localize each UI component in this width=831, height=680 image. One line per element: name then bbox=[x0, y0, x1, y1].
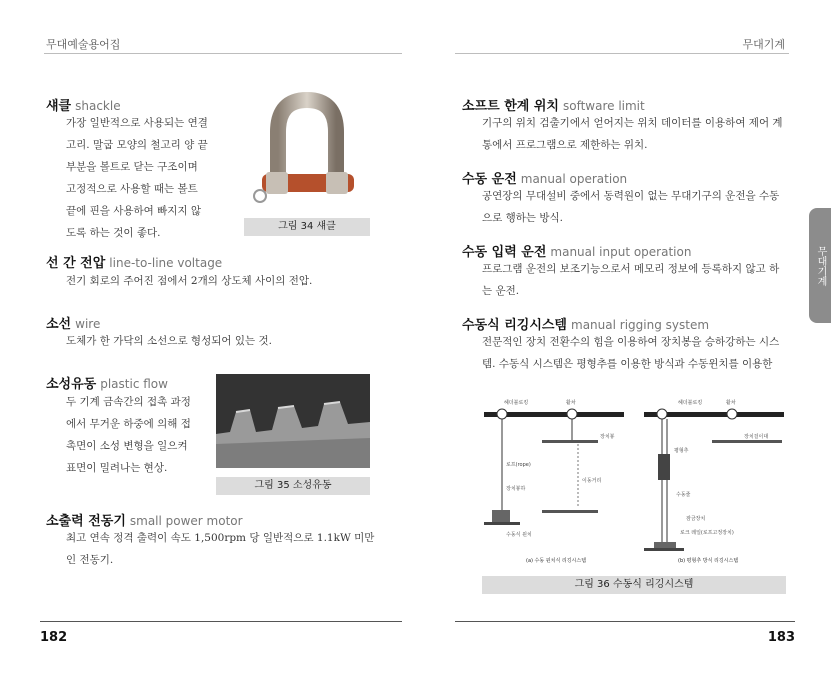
term-definition: 전기 회로의 주어진 점에서 2개의 상도체 사이의 전압. bbox=[66, 275, 313, 287]
batten-b bbox=[712, 440, 782, 443]
running-header-right: 무대기계 bbox=[742, 38, 785, 51]
figure-caption: 그림 34 섀클 bbox=[244, 218, 370, 236]
term-definition: 공연장의 무대설비 중에서 동력원이 없는 무대기구의 운전을 수동으로 행하는 방식. bbox=[482, 190, 780, 224]
pulley-a2 bbox=[567, 409, 577, 419]
label-a: 활차 bbox=[566, 400, 576, 406]
term-korean: 소출력 전동기 bbox=[46, 514, 126, 529]
label-b: 헤더블로킹 bbox=[678, 400, 703, 406]
label-a: 장치봉 bbox=[600, 434, 615, 440]
lock-rail-b bbox=[654, 542, 676, 548]
pulley-a1 bbox=[497, 409, 507, 419]
term-definition: 가장 일반적으로 사용되는 연결고리. 말굽 모양의 철고리 양 끝부분을 볼트로 닫는 구조이며 고정적으로 사용할 때는 볼트 끝에 핀을 사용하여 빠지지 않도록 하는 것이 좋다. bbox=[66, 117, 208, 239]
term-korean: 수동 운전 bbox=[462, 172, 517, 187]
running-header-left: 무대예술용어집 bbox=[46, 38, 121, 51]
counterweight-b bbox=[658, 454, 670, 480]
term-definition: 프로그램 운전의 보조기능으로서 메모리 정보에 등록하지 않고 하는 운전. bbox=[482, 263, 780, 297]
rigging-diagram-svg bbox=[482, 392, 786, 568]
section-side-tab: 무대기계 bbox=[809, 208, 831, 323]
term-english: line-to-line voltage bbox=[109, 256, 223, 270]
floor-b bbox=[644, 548, 684, 551]
term-definition: 전문적인 장치 전환수의 힘을 이용하여 장치봉을 승하강하는 시스템. 수동식 시스템은 평형추를 이용한 방식과 수동윈치를 이용한 bbox=[482, 336, 780, 370]
term-definition: 최고 연속 정격 출력이 속도 1,500rpm 당 일반적으로 1.1kW 미만인 전동기. bbox=[66, 532, 375, 566]
header-rule-right bbox=[455, 53, 789, 54]
footer-rule-right bbox=[455, 621, 795, 622]
term-english: manual input operation bbox=[550, 245, 692, 259]
subfigure-b-caption: (b) 평형추 방식 리깅시스템 bbox=[678, 558, 739, 564]
term-english: software limit bbox=[562, 99, 645, 113]
term-english: plastic flow bbox=[100, 377, 168, 391]
term-korean: 수동식 리깅시스템 bbox=[462, 318, 567, 333]
label-b: 장치걸이대 bbox=[744, 434, 769, 440]
figure-caption: 그림 35 소성유동 bbox=[216, 477, 370, 495]
page-number-left: 182 bbox=[40, 630, 68, 645]
term-korean: 섀클 bbox=[46, 99, 72, 114]
term-english: manual operation bbox=[520, 172, 628, 186]
figure-caption: 그림 36 수동식 리깅시스템 bbox=[482, 576, 786, 594]
pulley-b2 bbox=[727, 409, 737, 419]
label-a: 로프(rope) bbox=[506, 462, 531, 468]
term-korean: 소선 bbox=[46, 317, 72, 332]
batten-a-bottom bbox=[542, 510, 598, 513]
shackle-figure bbox=[244, 92, 370, 216]
label-a: 헤더블로킹 bbox=[504, 400, 529, 406]
term-heading bbox=[46, 252, 222, 271]
header-rule-left bbox=[44, 53, 402, 54]
batten-a-top bbox=[542, 440, 598, 443]
term-korean: 소성유동 bbox=[46, 377, 97, 392]
label-b: 활차 bbox=[726, 400, 736, 406]
subfigure-a-caption: (a) 수동 윈치식 리깅시스템 bbox=[526, 558, 587, 564]
label-a: 이동거리 bbox=[582, 478, 602, 484]
term-english: wire bbox=[75, 317, 101, 331]
label-b: 잠금장치 bbox=[686, 516, 706, 522]
floor-a bbox=[484, 522, 520, 525]
shackle-illustration bbox=[244, 92, 370, 216]
pulley-b1 bbox=[657, 409, 667, 419]
label-a: 장치봉하 bbox=[506, 486, 526, 492]
gear-wear-photo bbox=[216, 374, 370, 468]
footer-rule-left bbox=[40, 621, 402, 622]
label-b: 수동줄 bbox=[676, 492, 691, 498]
term-definition: 두 기계 금속간의 접촉 과정에서 무거운 하중에 의해 접촉면이 소성 변형을 일으켜 표면이 밀려나는 현상. bbox=[66, 396, 191, 474]
term-english: shackle bbox=[75, 99, 121, 113]
label-b: 로크 레일(로프고정장치) bbox=[680, 530, 734, 536]
term-english: manual rigging system bbox=[571, 318, 710, 332]
label-a: 수동식 윈치 bbox=[506, 532, 532, 538]
term-definition: 도체가 한 가닥의 소선으로 형성되어 있는 것. bbox=[66, 335, 272, 347]
page-number-right: 183 bbox=[767, 630, 795, 645]
term-heading bbox=[46, 373, 168, 392]
term-korean: 수동 입력 운전 bbox=[462, 245, 547, 260]
winch-a bbox=[492, 510, 510, 522]
plastic-flow-figure bbox=[216, 374, 370, 468]
term-korean: 소프트 한계 위치 bbox=[462, 99, 559, 114]
label-b: 평형추 bbox=[674, 448, 689, 454]
term-korean: 선 간 전압 bbox=[46, 256, 106, 271]
term-english: small power motor bbox=[129, 514, 243, 528]
rigging-system-diagram bbox=[482, 392, 786, 568]
term-definition: 기구의 위치 검출기에서 얻어지는 위치 데이터를 이용하여 제어 계통에서 프로그램으로 제한하는 위치. bbox=[482, 117, 783, 151]
